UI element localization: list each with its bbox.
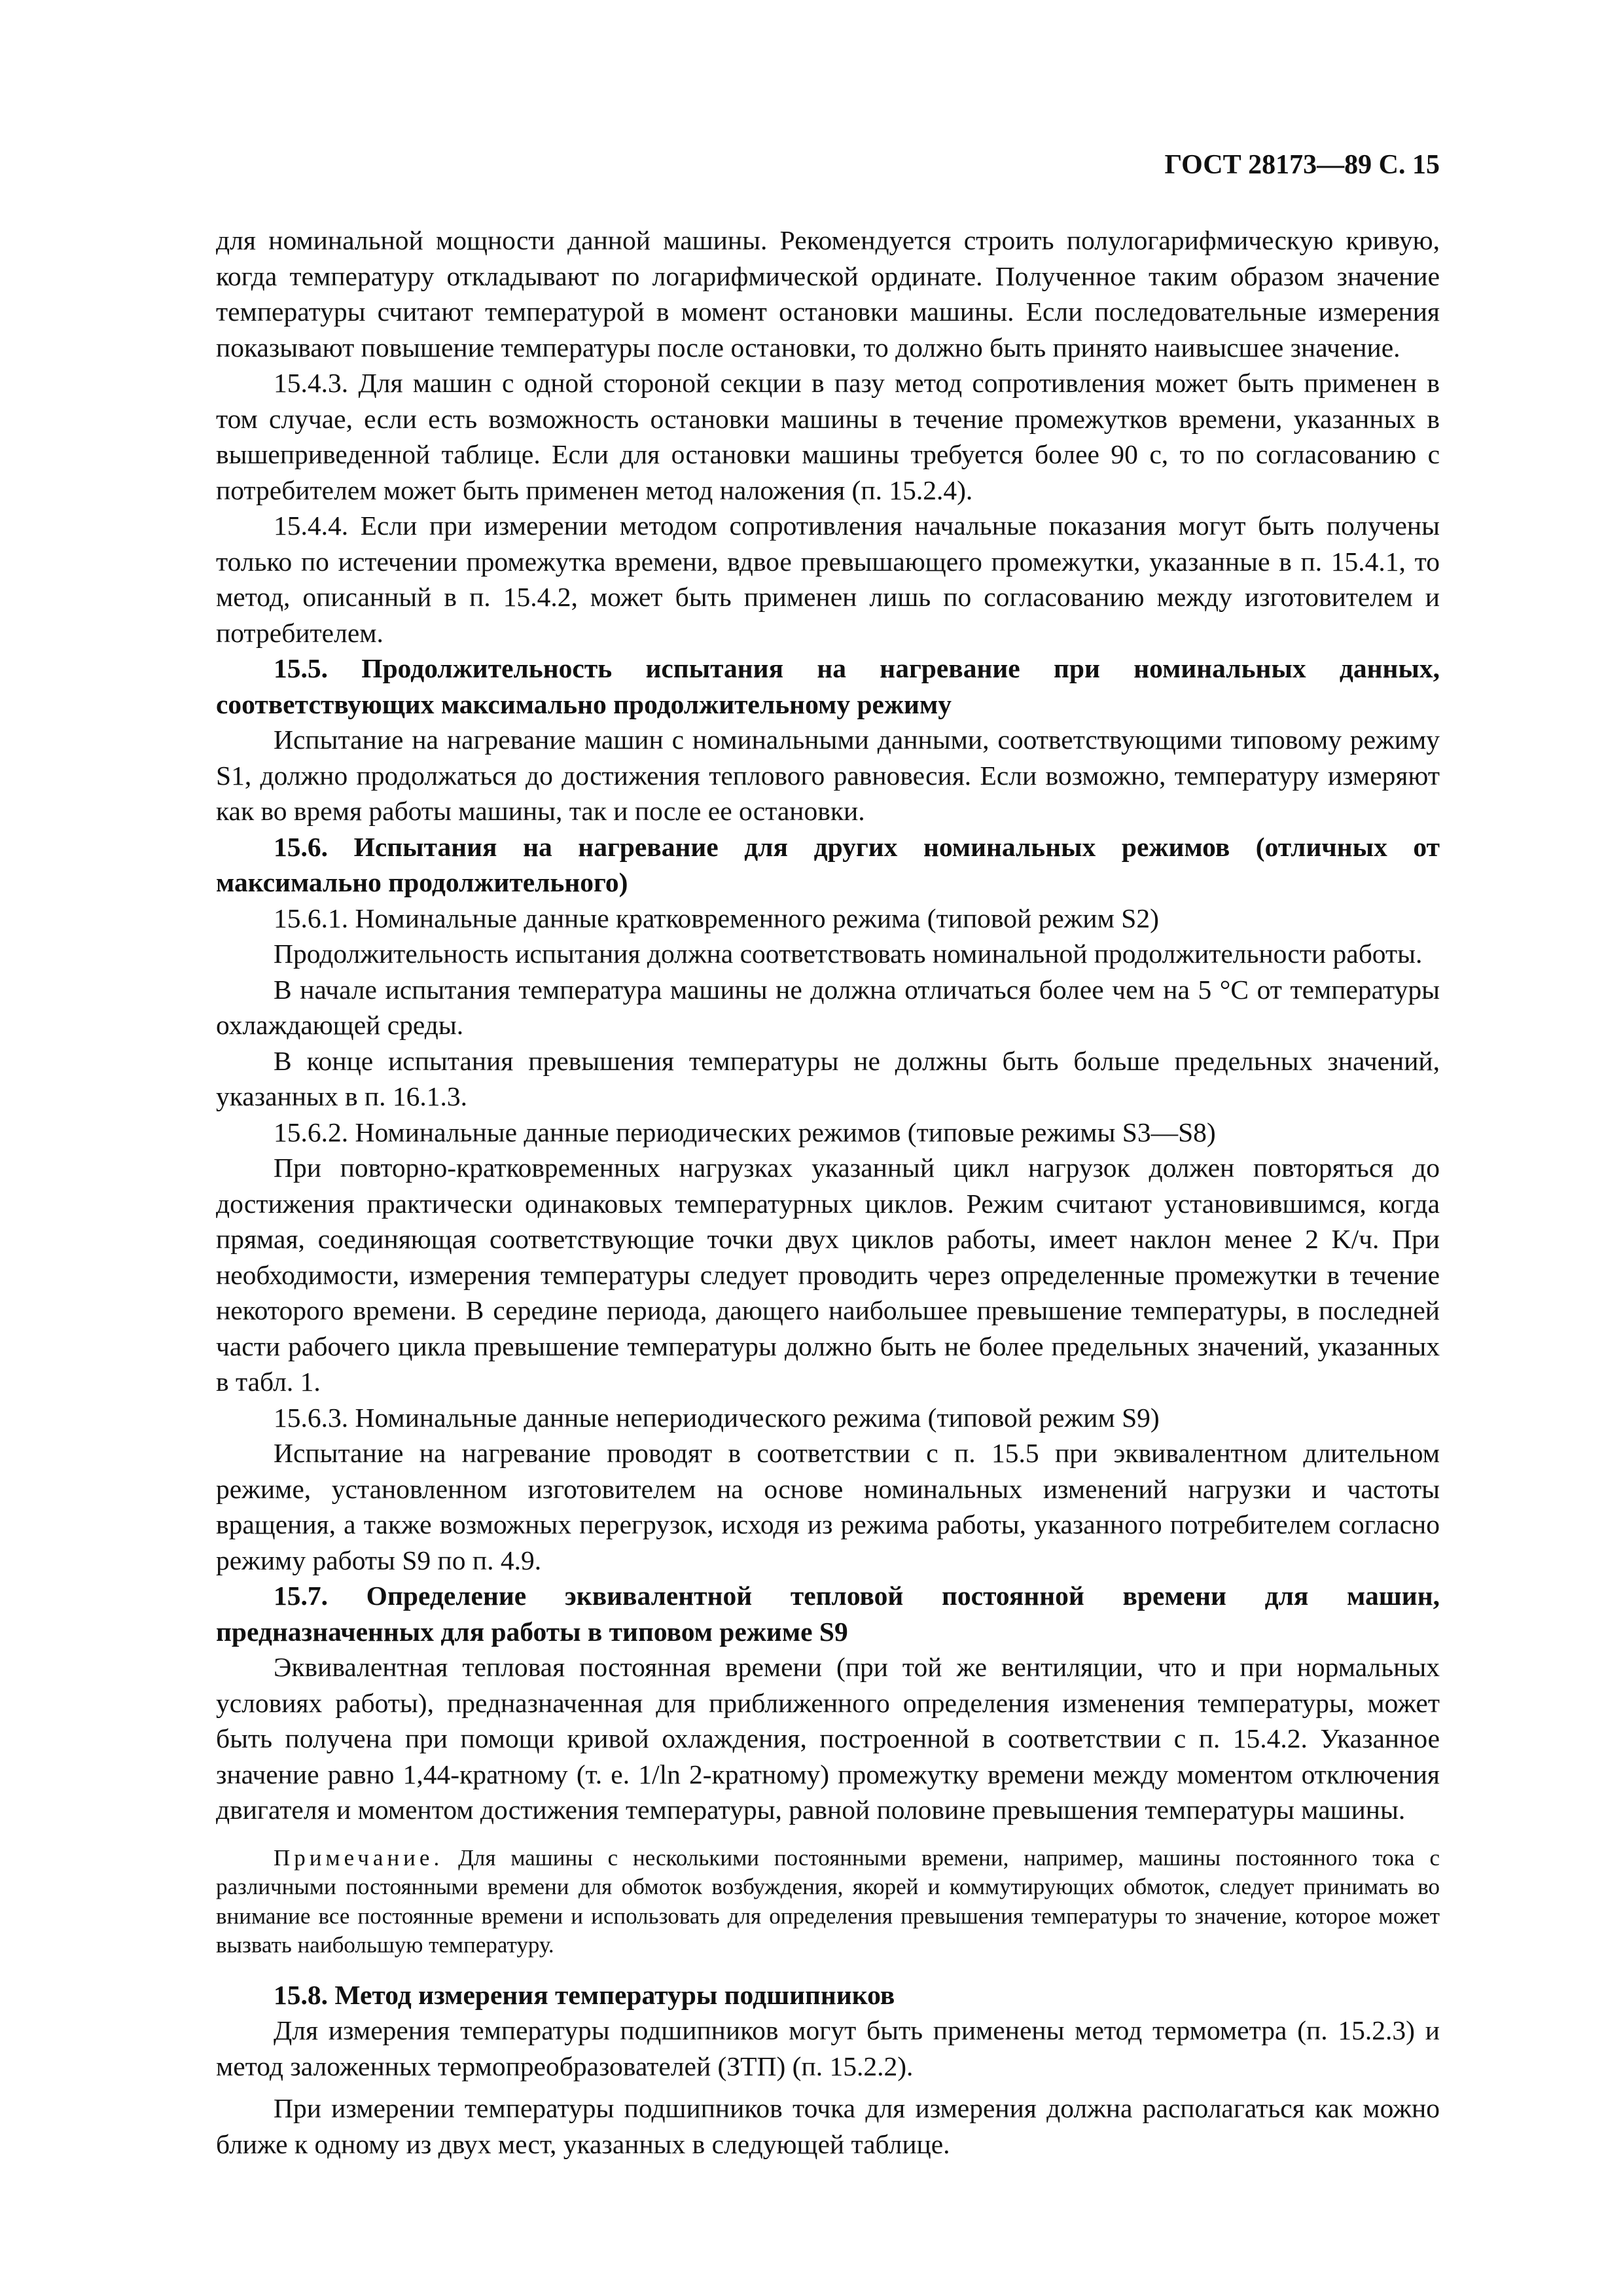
clause-15-6-3: 15.6.3. Номинальные данные непериодического режима (типовой режим S9) bbox=[274, 1402, 1160, 1433]
heading-15-6: 15.6. Испытания на нагревание для других номинальных режимов (отличных от максимально продолжительного) bbox=[216, 831, 1440, 897]
clause-15-6-1: 15.6.1. Номинальные данные кратковременного режима (типовой режим S2) bbox=[274, 903, 1159, 933]
page-header: ГОСТ 28173—89 С. 15 bbox=[1164, 150, 1440, 180]
note-text: Для машины с несколькими постоянными времени, например, машины постоянного тока с различными постоянными времени для обмоток возбуждения, якорей и коммутирующих обмоток, следует принимать во внимание все постоянные времени и использовать для определения превышения температуры то значение, которое может вызвать наибольшую температуру. bbox=[216, 1844, 1440, 1958]
paragraph: Продолжительность испытания должна соответствовать номинальной продолжительности работы. bbox=[274, 939, 1423, 969]
paragraph: В начале испытания температура машины не должна отличаться более чем на 5 °С от температуры охлаждающей среды. bbox=[216, 974, 1440, 1040]
heading-15-5: 15.5. Продолжительность испытания на нагревание при номинальных данных, соответствующих максимально продолжительному режиму bbox=[216, 653, 1440, 719]
paragraph: Испытание на нагревание машин с номинальными данными, соответствующими типовому режиму S1, должно продолжаться до достижения теплового равновесия. Если возможно, температуру измеряют как во время работы машины, так и после ее остановки. bbox=[216, 725, 1440, 826]
clause-15-4-4: 15.4.4. Если при измерении методом сопротивления начальные показания могут быть получены только по истечении промежутка времени, вдвое превышающего промежутки, указанные в п. 15.4.1, то метод, описанный в п. 15.4.2, может быть применен лишь по согласованию между изготовителем и потребителем. bbox=[216, 511, 1440, 648]
document-body bbox=[216, 223, 1440, 2162]
paragraph: При измерении температуры подшипников точка для измерения должна располагаться как можно ближе к одному из двух мест, указанных в следующей таблице. bbox=[216, 2093, 1440, 2159]
note-label: Примечание. bbox=[274, 1844, 444, 1871]
paragraph: Эквивалентная тепловая постоянная времени (при той же вентиляции, что и при нормальных условиях работы), предназначенная для приближенного определения изменения температуры, может быть получена при помощи кривой охлаждения, построенной в соответствии с п. 15.4.2. Указанное значение равно 1,44-кратному (т. е. 1/ln 2-кратному) промежутку времени между моментом отключения двигателя и моментом достижения температуры, равной половине превышения температуры машины. bbox=[216, 1652, 1440, 1825]
clause-15-6-2: 15.6.2. Номинальные данные периодических режимов (типовые режимы S3—S8) bbox=[274, 1117, 1216, 1147]
paragraph: Испытание на нагревание проводят в соответствии с п. 15.5 при эквивалентном длительном режиме, установленном изготовителем на основе номинальных изменений нагрузки и частоты вращения, а также возможных перегрузок, исходя из режима работы, указанного потребителем согласно режиму работы S9 по п. 4.9. bbox=[216, 1438, 1440, 1575]
paragraph: Для измерения температуры подшипников могут быть применены метод термометра (п. 15.2.3) и метод заложенных термопреобразователей (ЗТП) (п. 15.2.2). bbox=[216, 2015, 1440, 2081]
heading-15-7: 15.7. Определение эквивалентной тепловой постоянной времени для машин, предназначенных для работы в типовом режиме S9 bbox=[216, 1581, 1440, 1647]
paragraph: При повторно-кратковременных нагрузках указанный цикл нагрузок должен повторяться до достижения практически одинаковых температурных циклов. Режим считают установившимся, когда прямая, соединяющая соответствующие точки двух циклов работы, имеет наклон менее 2 K/ч. При необходимости, измерения температуры следует проводить через определенные промежутки в течение некоторого времени. В середине периода, дающего наибольшее превышение температуры, в последней части рабочего цикла превышение температуры должно быть не более предельных значений, указанных в табл. 1. bbox=[216, 1153, 1440, 1397]
heading-15-8: 15.8. Метод измерения температуры подшипников bbox=[274, 1979, 895, 2010]
paragraph: для номинальной мощности данной машины. Рекомендуется строить полулогарифмическую кривую, когда температуру откладывают по логарифмической ординате. Полученное таким образом значение температуры считают температурой в момент остановки машины. Если последовательные измерения показывают повышение температуры после остановки, то должно быть принято наивысшее значение. bbox=[216, 225, 1440, 363]
clause-15-4-3: 15.4.3. Для машин с одной стороной секции в пазу метод сопротивления может быть применен в том случае, если есть возможность остановки машины в течение промежутков времени, указанных в вышеприведенной таблице. Если для остановки машины требуется более 90 с, то по согласованию с потребителем может быть применен метод наложения (п. 15.2.4). bbox=[216, 368, 1440, 505]
note bbox=[216, 1844, 1440, 1960]
paragraph: В конце испытания превышения температуры не должны быть больше предельных значений, указанных в п. 16.1.3. bbox=[216, 1045, 1440, 1111]
